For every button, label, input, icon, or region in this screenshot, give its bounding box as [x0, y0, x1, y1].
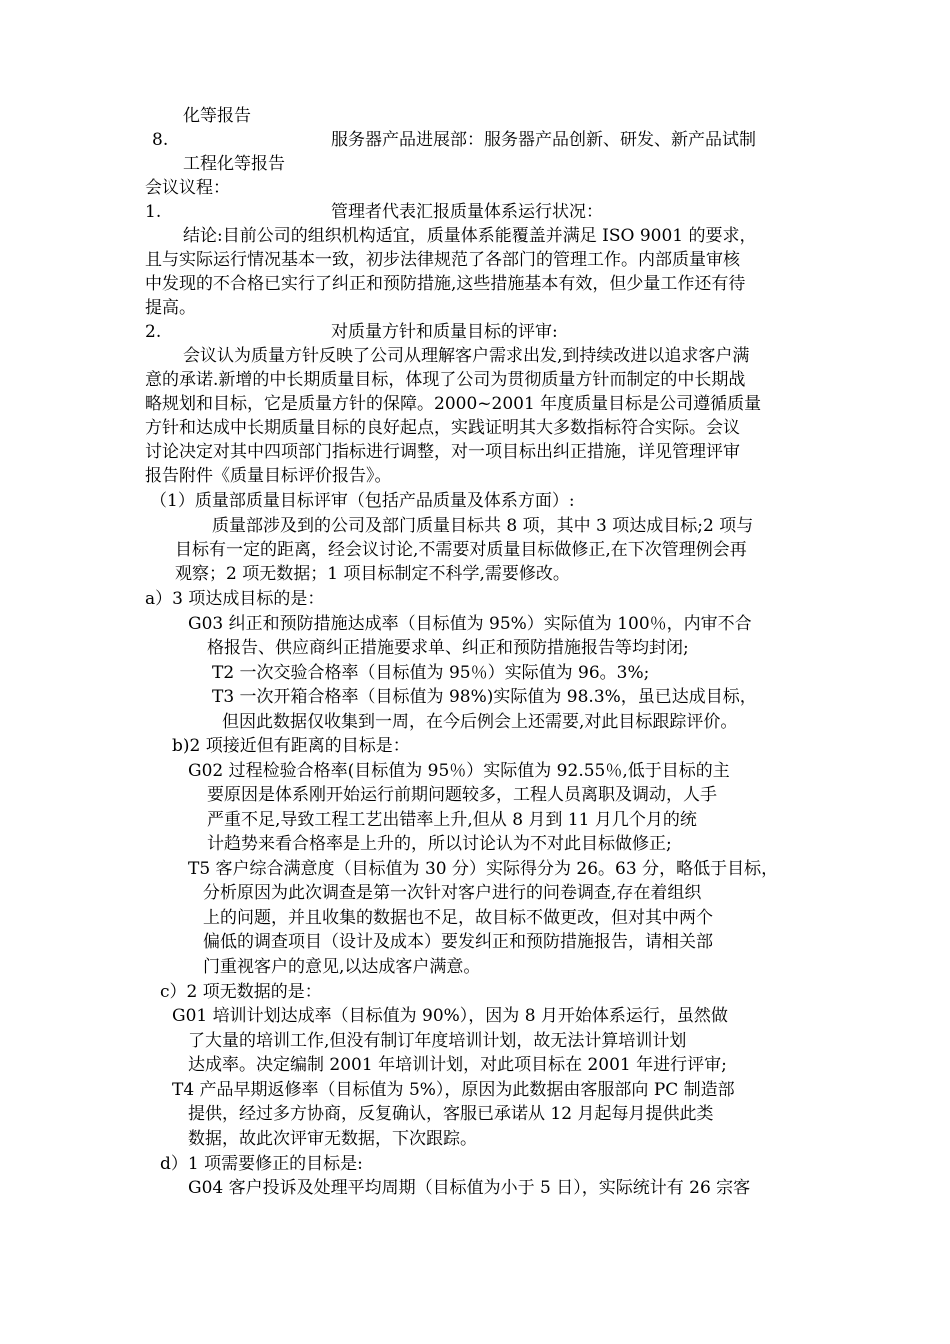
- text-line: 提高。: [145, 298, 196, 318]
- text-line: 报告附件《质量目标评价报告》。: [145, 466, 392, 486]
- item-number: 8.: [152, 130, 169, 150]
- agenda-heading: 会议议程：: [145, 178, 230, 198]
- item-title: 管理者代表汇报质量体系运行状况：: [331, 202, 603, 222]
- text-line: 会议认为质量方针反映了公司从理解客户需求出发,到持续改进以追求客户满: [183, 346, 750, 366]
- text-line: 但因此数据仅收集到一周，在今后例会上还需要,对此目标跟踪评价。: [222, 712, 738, 732]
- sub-heading: d）1 项需要修正的目标是:: [160, 1154, 363, 1174]
- text-line: 格报告、供应商纠正措施要求单、纠正和预防措施报告等均封闭;: [207, 638, 689, 658]
- text-line: T5 客户综合满意度（目标值为 30 分）实际得分为 26。63 分，略低于目标，: [188, 859, 779, 879]
- text-line: 偏低的调查项目（设计及成本）要发纠正和预防措施报告，请相关部: [203, 932, 713, 952]
- item-title: 服务器产品进展部：服务器产品创新、研发、新产品试制: [331, 130, 756, 150]
- text-line: 中发现的不合格已实行了纠正和预防措施,这些措施基本有效，但少量工作还有待: [145, 274, 746, 294]
- text-line: T2 一次交验合格率（目标值为 95％）实际值为 96。3%;: [212, 663, 650, 683]
- text-line: 达成率。决定编制 2001 年培训计划，对此项目标在 2001 年进行评审;: [188, 1055, 727, 1075]
- text-line: 略规划和目标，它是质量方针的保障。2000~2001 年度质量目标是公司遵循质量: [145, 394, 762, 414]
- text-line: G02 过程检验合格率(目标值为 95％）实际值为 92.55％,低于目标的主: [188, 761, 730, 781]
- item-number: 2.: [145, 322, 162, 342]
- text-line: 工程化等报告: [183, 154, 285, 174]
- text-line: 意的承诺.新增的中长期质量目标，体现了公司为贯彻质量方针而制定的中长期战: [145, 370, 746, 390]
- text-line: 提供，经过多方协商，反复确认，客服已承诺从 12 月起每月提供此类: [188, 1104, 714, 1124]
- text-line: 且与实际运行情况基本一致，初步法律规范了各部门的管理工作。内部质量审核: [145, 250, 740, 270]
- text-line: 结论:目前公司的组织机构适宜，质量体系能覆盖并满足 ISO 9001 的要求，: [183, 226, 757, 246]
- text-line: G04 客户投诉及处理平均周期（目标值为小于 5 日），实际统计有 26 宗客: [188, 1178, 751, 1198]
- text-line: 要原因是体系刚开始运行前期问题较多，工程人员离职及调动，人手: [207, 785, 717, 805]
- text-line: 数据，故此次评审无数据，下次跟踪。: [188, 1129, 477, 1149]
- sub-heading: （1）质量部质量目标评审（包括产品质量及体系方面）:: [150, 491, 575, 511]
- item-number: 1.: [145, 202, 162, 222]
- text-line: T4 产品早期返修率（目标值为 5%），原因为此数据由客服部向 PC 制造部: [172, 1080, 735, 1100]
- text-line: 上的问题，并且收集的数据也不足，故目标不做更改，但对其中两个: [203, 908, 713, 928]
- item-title: 对质量方针和质量目标的评审:: [331, 322, 558, 342]
- text-line: G01 培训计划达成率（目标值为 90%），因为 8 月开始体系运行，虽然做: [172, 1006, 728, 1026]
- sub-heading: a）3 项达成目标的是：: [145, 589, 325, 609]
- text-line: 计趋势来看合格率是上升的，所以讨论认为不对此目标做修正;: [207, 834, 672, 854]
- sub-heading: c）2 项无数据的是：: [160, 982, 322, 1002]
- sub-heading: b)2 项接近但有距离的目标是：: [172, 736, 410, 756]
- text-line: 分析原因为此次调查是第一次针对客户进行的问卷调查,存在着组织: [203, 883, 702, 903]
- text-line: 化等报告: [183, 106, 251, 126]
- text-line: 目标有一定的距离，经会议讨论,不需要对质量目标做修正,在下次管理例会再: [175, 540, 747, 560]
- text-line: G03 纠正和预防措施达成率（目标值为 95%）实际值为 100％，内审不合: [188, 614, 752, 634]
- text-line: 讨论决定对其中四项部门指标进行调整，对一项目标出纠正措施，详见管理评审: [145, 442, 740, 462]
- text-line: 门重视客户的意见,以达成客户满意。: [203, 957, 481, 977]
- text-line: 方针和达成中长期质量目标的良好起点，实践证明其大多数指标符合实际。会议: [145, 418, 740, 438]
- text-line: 观察；2 项无数据；1 项目标制定不科学,需要修改。: [175, 564, 570, 584]
- text-line: 严重不足,导致工程工艺出错率上升,但从 8 月到 11 月几个月的统: [207, 810, 697, 830]
- text-line: T3 一次开箱合格率（目标值为 98%)实际值为 98.3%，虽已达成目标，: [212, 687, 757, 707]
- text-line: 质量部涉及到的公司及部门质量目标共 8 项，其中 3 项达成目标;2 项与: [212, 516, 754, 536]
- text-line: 了大量的培训工作,但没有制订年度培训计划，故无法计算培训计划: [188, 1031, 687, 1051]
